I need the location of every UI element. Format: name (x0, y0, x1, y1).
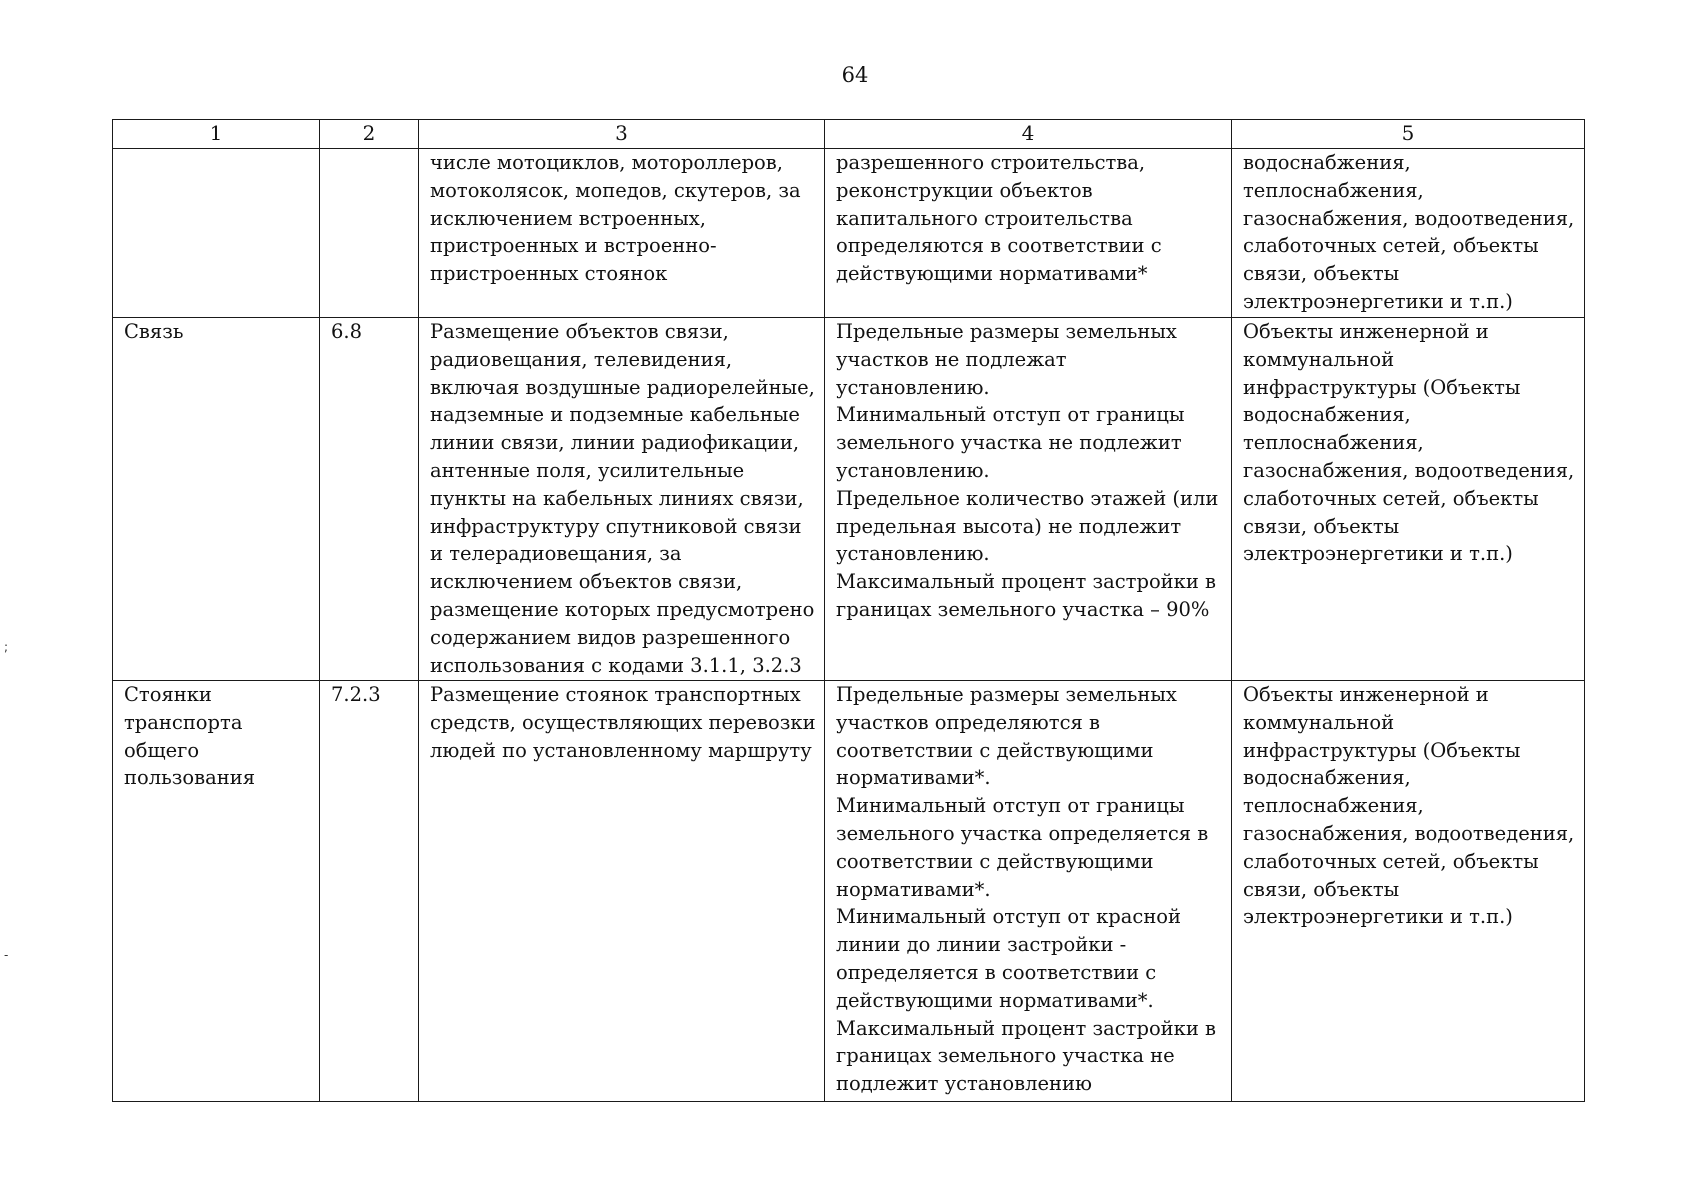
use-name-cell (113, 149, 320, 318)
column-header-5: 5 (1232, 120, 1585, 149)
use-code-cell (320, 149, 419, 318)
column-header-4: 4 (825, 120, 1232, 149)
auxiliary-uses-cell: Объекты инженерной и коммунальной инфраструктуры (Объекты водоснабжения, теплоснабжения, газоснабжения, водоотведения, слаботочных сетей, объекты связи, объекты электроэнергетики и т.п.) (1232, 681, 1585, 1102)
use-description-cell: числе мотоциклов, мотороллеров, мотоколясок, мопедов, скутеров, за исключением встроенных, пристроенных и встроенно- пристроенных стоянок (419, 149, 825, 318)
use-code-cell: 6.8 (320, 318, 419, 681)
use-code-cell: 7.2.3 (320, 681, 419, 1102)
column-header-1: 1 (113, 120, 320, 149)
zoning-regulations-table (112, 119, 1585, 1102)
parameters-cell: Предельные размеры земельных участков не подлежат установлению. Минимальный отступ от границы земельного участка не подлежит установлению. Предельное количество этажей (или предельная высота) не подлежит установлению. Максимальный процент застройки в границах земельного участка – 90% (825, 318, 1232, 681)
table-row (113, 681, 1585, 1102)
margin-mark: - (4, 948, 9, 962)
parameters-cell: Предельные размеры земельных участков определяются в соответствии с действующими нормативами*. Минимальный отступ от границы земельного участка определяется в соответствии с действующими нормативами*. Минимальный отступ от красной линии до линии застройки - определяется в соответствии с действующими нормативами*. Максимальный процент застройки в границах земельного участка не подлежит установлению (825, 681, 1232, 1102)
use-name-cell: Стоянки транспорта общего пользования (113, 681, 320, 1102)
margin-mark: ; (4, 640, 9, 654)
table-row (113, 149, 1585, 318)
parameters-cell: разрешенного строительства, реконструкции объектов капитального строительства определяются в соответствии с действующими нормативами* (825, 149, 1232, 318)
auxiliary-uses-cell: водоснабжения, теплоснабжения, газоснабжения, водоотведения, слаботочных сетей, объекты связи, объекты электроэнергетики и т.п.) (1232, 149, 1585, 318)
use-description-cell: Размещение стоянок транспортных средств, осуществляющих перевозки людей по установленному маршруту (419, 681, 825, 1102)
table-row (113, 318, 1585, 681)
auxiliary-uses-cell: Объекты инженерной и коммунальной инфраструктуры (Объекты водоснабжения, теплоснабжения, газоснабжения, водоотведения, слаботочных сетей, объекты связи, объекты электроэнергетики и т.п.) (1232, 318, 1585, 681)
use-name-cell: Связь (113, 318, 320, 681)
column-header-2: 2 (320, 120, 419, 149)
use-description-cell: Размещение объектов связи, радиовещания, телевидения, включая воздушные радиорелейные, надземные и подземные кабельные линии связи, линии радиофикации, антенные поля, усилительные пункты на кабельных линиях связи, инфраструктуру спутниковой связи и телерадиовещания, за исключением объектов связи, размещение которых предусмотрено содержанием видов разрешенного использования с кодами 3.1.1, 3.2.3 (419, 318, 825, 681)
column-header-3: 3 (419, 120, 825, 149)
page-number: 64 (841, 63, 869, 87)
table-header-row (113, 120, 1585, 149)
